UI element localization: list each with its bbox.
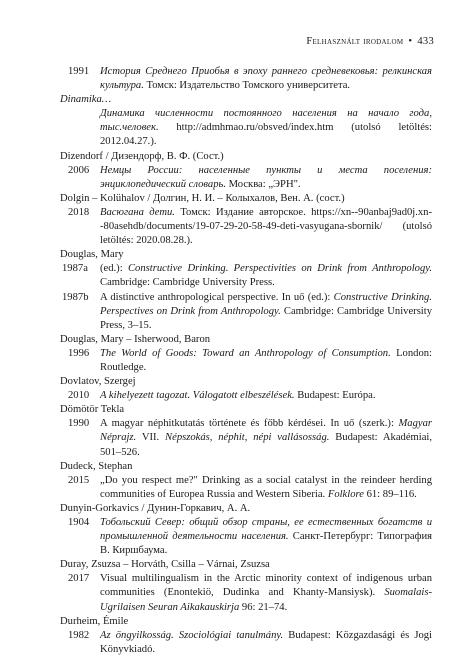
bib-entry bbox=[60, 474, 432, 502]
title-text: Suomalais-Ugrilaisen Seuran Aikakauskirja bbox=[100, 587, 432, 613]
title-text: Magyar Néprajz. bbox=[100, 418, 432, 444]
citation-text bbox=[100, 291, 432, 333]
plain-text: Dizendorf / Дизендорф, В. Ф. (Сост.) bbox=[60, 150, 224, 162]
citation-text bbox=[100, 516, 432, 558]
bib-year: 1904 bbox=[68, 517, 90, 528]
bib-author bbox=[60, 248, 432, 262]
title-text: Az öngyilkosság. Szociológiai tanulmány. bbox=[100, 629, 284, 641]
plain-text: Санкт-Петербург: Типография В. Киршбаума. bbox=[100, 531, 433, 557]
title-text: Dinamika… bbox=[60, 94, 112, 106]
plain-text: Durheim, Émile bbox=[60, 615, 129, 627]
plain-text: Cambridge: Cambridge University Press. bbox=[100, 277, 275, 289]
plain-text: Visual multilingualism in the Arctic minority context of indigenous urban communities (Enontekiö, Dudinka and Khanty-Mansiysk). bbox=[100, 573, 432, 599]
title-text: Népszokás, néphit, népi vallásosság. bbox=[165, 432, 330, 444]
bib-year: 2017 bbox=[68, 573, 90, 585]
page-number: 433 bbox=[417, 36, 434, 47]
citation-text bbox=[100, 206, 432, 248]
title-text: Тобольский Север: общий обзор страны, ее естественных богатств и промышленной деятельности населения. bbox=[100, 517, 432, 543]
bib-year: 2018 bbox=[68, 206, 90, 218]
plain-text: Douglas, Mary – Isherwood, Baron bbox=[60, 333, 211, 345]
plain-text: Dovlatov, Szergej bbox=[60, 376, 136, 388]
bib-author bbox=[60, 460, 432, 474]
author-name bbox=[60, 94, 111, 105]
bib-author bbox=[60, 192, 432, 206]
author-name bbox=[60, 559, 270, 570]
author-name bbox=[60, 404, 124, 415]
title-text: Folklore bbox=[327, 488, 364, 500]
title-text: A kihelyezett tagozat. Válogatott elbeszélések. bbox=[100, 390, 295, 402]
plain-text: http://admhmao.ru/obsved/index.htm (utolsó letöltés: 2012.04.27.). bbox=[100, 122, 432, 148]
author-name bbox=[60, 334, 210, 345]
citation-text bbox=[100, 347, 432, 375]
plain-text: A distinctive anthropological perspective. In uő (ed.): bbox=[100, 291, 334, 303]
plain-text: Cambridge: Cambridge University Press, 3–15. bbox=[100, 305, 432, 331]
plain-text: Dudeck, Stephan bbox=[60, 460, 133, 472]
bib-entry bbox=[60, 389, 432, 403]
bib-entry bbox=[60, 164, 432, 192]
bib-author bbox=[60, 502, 432, 516]
author-name bbox=[60, 249, 124, 260]
title-text: Немцы России: населенные пункты и места поселения: энциклопедический словарь. bbox=[100, 164, 432, 190]
bib-author bbox=[60, 558, 432, 572]
bib-year: 1990 bbox=[68, 418, 90, 430]
bib-entry bbox=[60, 572, 432, 614]
title-text: Динамика численности постоянного населения на начало года, тыс.человек. bbox=[100, 108, 432, 134]
header-separator: • bbox=[408, 36, 413, 47]
author-name bbox=[60, 616, 128, 627]
citation-text bbox=[100, 417, 432, 459]
bib-author bbox=[60, 375, 432, 389]
bib-entry bbox=[60, 347, 432, 375]
author-name bbox=[60, 151, 224, 162]
bib-entry bbox=[60, 629, 432, 657]
citation-text bbox=[100, 474, 432, 502]
bib-author bbox=[60, 150, 432, 164]
bib-author bbox=[60, 333, 432, 347]
citation-text bbox=[100, 389, 432, 403]
bib-entry bbox=[60, 516, 432, 558]
plain-text: Dolgin – Kolühalov / Долгин, Н. И. – Колыхалов, Вен. А. (сост.) bbox=[60, 192, 345, 204]
bib-year: 1987a bbox=[62, 263, 88, 275]
bib-year: 1991 bbox=[68, 66, 90, 77]
bib-entry bbox=[60, 206, 432, 248]
title-text: Васюгана дети. bbox=[100, 206, 175, 218]
author-name bbox=[60, 461, 132, 472]
plain-text: VII. bbox=[136, 432, 166, 444]
author-name bbox=[60, 503, 250, 514]
plain-text: Budapest: Közgazdasági és Jogi Könyvkiadó. bbox=[100, 629, 432, 655]
bib-year: 2010 bbox=[68, 390, 90, 402]
plain-text: A magyar néphitkutatás története és főbb kérdései. In uő (szerk.): bbox=[100, 418, 399, 430]
author-name bbox=[60, 376, 136, 387]
plain-text: 96: 21–74. bbox=[239, 601, 288, 613]
bib-author bbox=[60, 615, 432, 629]
bib-year: 1987b bbox=[62, 291, 89, 303]
running-header bbox=[60, 36, 434, 47]
bib-entry bbox=[60, 417, 432, 459]
plain-text: (ed.): bbox=[100, 263, 128, 275]
bibliography-list bbox=[60, 65, 432, 657]
bib-year: 2006 bbox=[68, 164, 90, 176]
author-name bbox=[60, 193, 345, 204]
plain-text: Томск: Издание авторское. https://xn--90anbaj9ad0j.xn--80asehdb/documents/19-07-29-20-58-49-deti-vasyugana-sbornik/ (utolsó letöltés: 2020.08.28.). bbox=[100, 206, 433, 247]
plain-text: „Do you respect me?" Drinking as a social catalyst in the reindeer herding communities of Europea Russia and Western Siberia. bbox=[100, 474, 432, 500]
plain-text: Duray, Zsuzsa – Horváth, Csilla – Várnai, Zsuzsa bbox=[60, 559, 270, 571]
plain-text: Douglas, Mary bbox=[60, 249, 124, 261]
citation-text bbox=[100, 164, 432, 192]
plain-text: Томск: Издательство Томского университета. bbox=[143, 80, 351, 92]
bib-author bbox=[60, 93, 432, 107]
title-text: Constructive Drinking. Perspectivities on Drink from Anthropology. bbox=[127, 263, 433, 275]
bib-year: 2015 bbox=[68, 474, 90, 486]
citation-text bbox=[100, 65, 432, 93]
bib-entry bbox=[60, 262, 432, 290]
plain-text: Москва: „ЭРН". bbox=[225, 178, 301, 190]
running-title: Felhasznált irodalom bbox=[306, 36, 404, 47]
bib-entry bbox=[60, 291, 432, 333]
citation-text bbox=[100, 572, 432, 614]
title-text: История Среднего Приобья в эпоху раннего средневековья: релкинская культура. bbox=[100, 66, 432, 92]
plain-text: Dömötör Tekla bbox=[60, 404, 125, 416]
bib-author bbox=[60, 403, 432, 417]
plain-text: Budapest: Európa. bbox=[294, 390, 376, 402]
title-text: Constructive Drinking. Perspectives on Drink from Anthropology. bbox=[100, 291, 432, 317]
bib-entry bbox=[60, 65, 432, 93]
bib-year: 1982 bbox=[68, 629, 90, 641]
plain-text: 61: 89–116. bbox=[363, 488, 417, 500]
plain-text: London: Routledge. bbox=[100, 347, 432, 373]
plain-text: Dunyin-Gorkavics / Дунин-Горкавич, А. А. bbox=[60, 502, 251, 514]
bib-entry bbox=[60, 107, 432, 149]
title-text: The World of Goods: Toward an Anthropology of Consumption. bbox=[100, 347, 391, 359]
citation-text bbox=[100, 629, 432, 657]
citation-text bbox=[100, 107, 432, 149]
bib-year: 1996 bbox=[68, 347, 90, 359]
citation-text bbox=[100, 262, 432, 290]
plain-text: Budapest: Akadémiai, 501–526. bbox=[100, 432, 432, 458]
